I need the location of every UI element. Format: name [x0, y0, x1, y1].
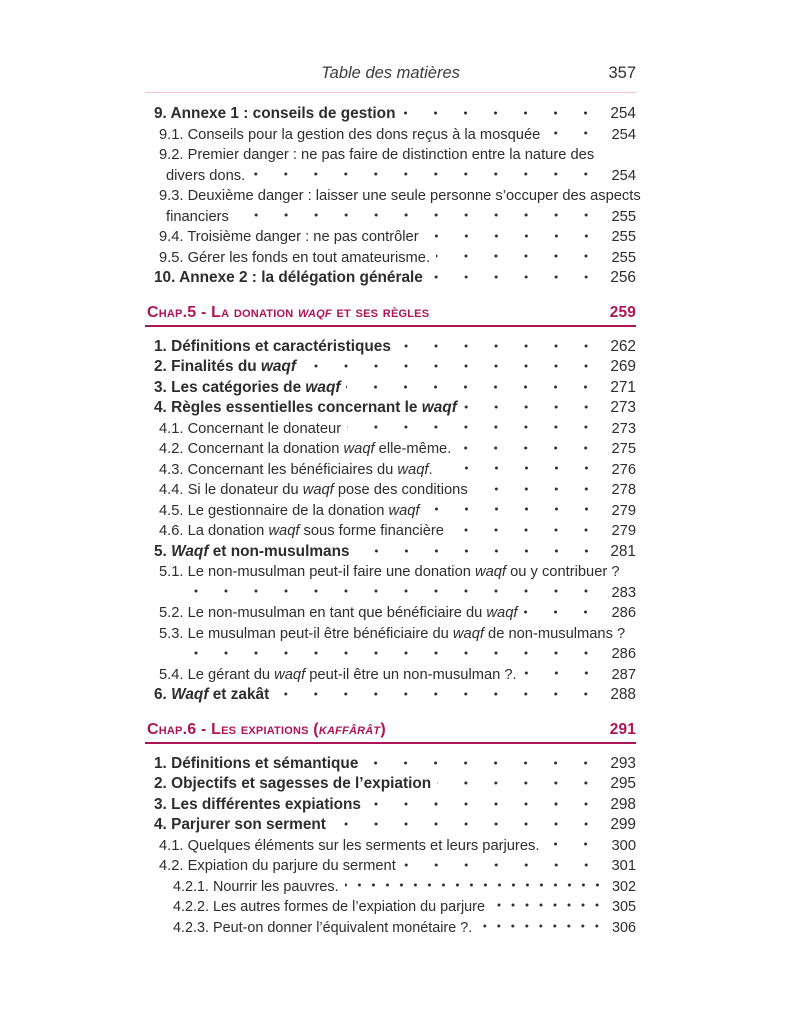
entry-line	[145, 774, 636, 795]
entry-text-segment: Waqf	[171, 542, 209, 560]
entry-line	[145, 480, 636, 501]
entry-text	[159, 562, 620, 583]
toc-list	[145, 104, 641, 938]
entry-text-segment: 4.5. Le gestionnaire de la donation	[159, 502, 389, 519]
toc-entry	[145, 856, 636, 877]
toc-entry	[145, 836, 636, 857]
entry-text-segment: 2. Finalités du	[154, 358, 261, 375]
entry-text	[154, 685, 269, 706]
dot-leader	[275, 685, 603, 700]
dot-leader	[523, 665, 603, 680]
toc-entry	[145, 480, 636, 501]
entry-line	[145, 166, 636, 187]
entry-text-segment: sous forme financière	[299, 523, 444, 539]
dot-leader	[235, 207, 603, 222]
toc-entry	[145, 665, 636, 686]
page-title: Table des matières	[321, 64, 460, 82]
entry-line	[145, 918, 636, 939]
entry-text	[159, 480, 468, 501]
entry-page-number: 293	[610, 754, 636, 772]
entry-page-number: 262	[610, 337, 636, 355]
toc-entry	[145, 603, 636, 624]
entry-page-number: 283	[611, 584, 636, 601]
entry-text-segment: 9.3. Deuxième danger : laisser une seule personne s’occuper des aspects	[159, 188, 641, 204]
toc-entry	[145, 460, 636, 481]
page-content	[145, 64, 641, 938]
entry-page-number: 273	[610, 399, 636, 416]
entry-text-segment: 1. Définitions et caractéristiques	[154, 337, 391, 355]
entry-text	[159, 521, 444, 542]
dot-leader	[401, 104, 603, 119]
header-rule	[145, 92, 636, 93]
entry-text-segment: financiers	[166, 208, 229, 225]
dot-leader	[436, 248, 603, 263]
entry-text-segment: Chap.5 - La donation	[147, 303, 298, 321]
dot-leader	[545, 836, 603, 851]
chapter-title	[147, 721, 610, 739]
entry-text	[159, 186, 641, 207]
chapter-page-number: 291	[609, 720, 636, 738]
entry-line	[145, 337, 636, 358]
toc-entry	[145, 754, 636, 775]
dot-leader	[356, 542, 603, 557]
entry-text	[154, 104, 395, 125]
entry-text	[154, 542, 350, 563]
entry-line	[145, 419, 636, 440]
entry-page-number: 305	[611, 899, 636, 915]
entry-text-segment: .	[428, 461, 433, 478]
entry-page-number: 269	[610, 358, 636, 375]
toc-entry	[145, 897, 636, 918]
entry-text-segment: 5.3. Le musulman peut-il être bénéficiaire du	[159, 625, 453, 642]
entry-text	[173, 918, 472, 939]
entry-line	[145, 897, 636, 918]
entry-text-segment: waqf	[305, 378, 341, 396]
entry-text-segment: Chap.6 - Les expiations (	[147, 720, 319, 738]
toc-entry	[145, 357, 636, 378]
entry-text-segment: divers dons.	[166, 167, 246, 184]
entry-page-number: 281	[610, 542, 636, 560]
entry-text-segment: waqf	[298, 303, 332, 321]
dot-leader	[474, 480, 603, 495]
entry-page-number: 306	[611, 919, 636, 936]
dot-leader	[302, 357, 603, 372]
entry-page-number: 256	[610, 269, 636, 286]
entry-line	[145, 877, 636, 898]
dot-leader	[463, 398, 603, 413]
entry-text-segment: 4.2.1. Nourrir les pauvres.	[173, 878, 339, 895]
entry-page-number: 278	[611, 482, 636, 498]
entry-line	[145, 795, 636, 816]
entry-text	[159, 227, 419, 248]
entry-text	[154, 268, 423, 289]
entry-text-segment: 10. Annexe 2 : la délégation générale	[154, 269, 423, 286]
entry-text-segment: pose des conditions	[333, 482, 468, 498]
entry-text	[154, 795, 361, 816]
dot-leader	[397, 337, 603, 352]
entry-text-segment: 4.6. La donation	[159, 523, 269, 539]
entry-page-number: 300	[611, 837, 636, 854]
entry-text-segment: waqf	[388, 502, 420, 519]
entry-text-segment: et zakât	[208, 686, 270, 703]
entry-page-number: 298	[610, 795, 636, 813]
entry-text-segment: )	[380, 720, 386, 738]
entry-page-number: 254	[611, 126, 636, 143]
entry-text-segment: 4.2.3. Peut-on donner l’équivalent monétaire ?.	[173, 919, 473, 936]
entry-line	[145, 439, 636, 460]
entry-text	[154, 754, 358, 775]
entry-text	[166, 207, 229, 228]
entry-text-segment: 9. Annexe 1 : conseils de gestion	[154, 105, 396, 122]
entry-text-segment: waqf	[274, 666, 306, 683]
entry-text-segment: ou y contribuer ?	[506, 564, 620, 580]
entry-text-segment: waqf	[260, 358, 296, 375]
dot-leader	[364, 754, 603, 769]
entry-text	[159, 856, 396, 877]
entry-text-segment: waqf	[268, 523, 300, 539]
toc-entry	[145, 501, 636, 522]
entry-line	[145, 398, 636, 419]
dot-leader	[523, 603, 603, 618]
entry-text	[159, 419, 341, 440]
entry-text	[154, 398, 457, 419]
entry-line	[145, 357, 636, 378]
entry-page-number: 275	[611, 441, 636, 457]
entry-line	[145, 207, 636, 228]
entry-text	[154, 378, 340, 399]
entry-text-segment: 4. Parjurer son serment	[154, 816, 326, 833]
entry-text-segment: 3. Les catégories de	[154, 378, 306, 396]
toc-entry	[145, 918, 636, 939]
entry-text	[154, 337, 391, 358]
entry-text-segment: waqf	[452, 625, 484, 642]
entry-text	[173, 897, 485, 918]
entry-text-segment: 9.2. Premier danger : ne pas faire de distinction entre la nature des	[159, 147, 595, 163]
entry-text-segment: 4.4. Si le donateur du	[159, 482, 303, 498]
entry-text-segment: elle-même.	[374, 441, 452, 457]
entry-text	[159, 836, 539, 857]
entry-line	[145, 754, 636, 775]
chapter-heading	[145, 304, 636, 327]
entry-text-segment: 5.2. Le non-musulman en tant que bénéficiaire du	[159, 605, 487, 621]
toc-entry	[145, 774, 636, 795]
entry-text-segment: 5.	[154, 542, 172, 560]
toc-entry	[145, 542, 636, 563]
entry-text-segment: 9.4. Troisième danger : ne pas contrôler	[159, 229, 419, 245]
entry-line	[145, 378, 636, 399]
dot-leader	[347, 419, 603, 434]
dot-leader	[429, 268, 603, 283]
toc-entry	[145, 227, 636, 248]
entry-line	[145, 603, 636, 624]
entry-page-number: 276	[611, 461, 636, 478]
entry-text-segment: 9.5. Gérer les fonds en tout amateurisme.	[159, 249, 431, 266]
entry-page-number: 255	[611, 229, 636, 245]
dot-leader	[426, 501, 604, 516]
entry-page-number: 255	[611, 249, 636, 266]
toc-entry	[145, 378, 636, 399]
dot-leader	[425, 227, 603, 242]
entry-page-number: 273	[611, 420, 636, 437]
entry-page-number: 288	[610, 686, 636, 703]
entry-text-segment: de non-musulmans ?	[483, 625, 626, 642]
dot-leader	[439, 460, 603, 475]
dot-leader	[437, 774, 603, 789]
entry-line	[145, 145, 636, 166]
entry-text-segment: 6.	[154, 686, 172, 703]
entry-text	[159, 603, 517, 624]
toc-entry	[145, 795, 636, 816]
entry-text-segment: 4. Règles essentielles concernant le	[154, 399, 422, 416]
dot-leader	[402, 856, 603, 871]
entry-line	[145, 501, 636, 522]
entry-line	[145, 836, 636, 857]
toc-entry	[145, 521, 636, 542]
toc-entry	[145, 186, 641, 227]
toc-entry	[145, 398, 636, 419]
entry-text	[154, 357, 296, 378]
toc-entry	[145, 248, 636, 269]
toc-entry	[145, 624, 636, 665]
entry-text-segment: et non-musulmans	[208, 542, 350, 560]
entry-line	[145, 644, 636, 665]
toc-entry	[145, 337, 636, 358]
entry-page-number: 286	[611, 605, 636, 621]
chapter-page-number: 259	[609, 303, 636, 321]
toc-entry	[145, 562, 636, 603]
entry-text-segment: 4.1. Concernant le donateur	[159, 420, 342, 437]
entry-page-number: 295	[610, 775, 636, 792]
entry-text	[159, 439, 451, 460]
entry-text-segment: 2. Objectifs et sagesses de l’expiation	[154, 775, 432, 792]
entry-text	[159, 460, 433, 481]
entry-page-number: 286	[611, 646, 636, 662]
toc-entry	[145, 439, 636, 460]
entry-line	[145, 624, 636, 645]
entry-text	[159, 248, 430, 269]
entry-text-segment: 1. Définitions et sémantique	[154, 754, 359, 772]
dot-leader	[346, 378, 603, 393]
toc-entry	[145, 877, 636, 898]
entry-page-number: 301	[611, 858, 636, 874]
dot-leader	[172, 644, 603, 659]
entry-text-segment: waqf	[302, 482, 334, 498]
chapter-title	[147, 304, 610, 322]
entry-text-segment: peut-il être un non-musulman ?.	[305, 666, 517, 683]
entry-text-segment: Waqf	[171, 686, 209, 703]
entry-line	[145, 460, 636, 481]
entry-text-segment: 4.2.2. Les autres formes de l’expiation du parjure	[173, 899, 485, 915]
entry-text-segment: 4.2. Concernant la donation	[159, 441, 344, 457]
entry-line	[145, 268, 636, 289]
page-header	[145, 64, 636, 87]
entry-text-segment: 4.2. Expiation du parjure du serment	[159, 858, 396, 874]
entry-text-segment: waqf	[474, 564, 507, 580]
entry-text-segment: 5.4. Le gérant du	[159, 666, 275, 683]
dot-leader	[450, 521, 603, 536]
entry-page-number: 254	[611, 167, 636, 184]
entry-text	[173, 877, 339, 898]
toc-entry	[145, 104, 636, 125]
entry-text-segment: 4.1. Quelques éléments sur les serments et leurs parjures.	[159, 837, 540, 854]
dot-leader	[457, 439, 603, 454]
entry-text-segment: waqf	[397, 461, 429, 478]
dot-leader	[491, 897, 606, 911]
entry-text-segment: 9.1. Conseils pour la gestion des dons reçus à la mosquée	[159, 126, 541, 143]
entry-page-number: 302	[611, 878, 636, 895]
entry-page-number: 254	[610, 105, 636, 122]
entry-text-segment: 3. Les différentes expiations	[154, 795, 361, 813]
entry-text-segment: waqf	[421, 399, 457, 416]
dot-leader	[546, 125, 603, 140]
dot-leader	[172, 583, 603, 598]
dot-leader	[251, 166, 603, 181]
entry-page-number: 271	[610, 378, 636, 396]
chapter-heading	[145, 721, 636, 744]
entry-page-number: 299	[610, 816, 636, 833]
entry-line	[145, 562, 636, 583]
entry-line	[145, 665, 636, 686]
toc-entry	[145, 125, 636, 146]
dot-leader	[478, 918, 606, 932]
header-page-number: 357	[608, 64, 636, 82]
entry-line	[145, 227, 636, 248]
entry-text	[154, 815, 326, 836]
entry-text	[159, 501, 420, 522]
entry-page-number: 279	[611, 523, 636, 539]
toc-entry	[145, 268, 636, 289]
entry-text	[159, 624, 625, 645]
toc-entry	[145, 685, 636, 706]
entry-page-number: 255	[611, 208, 636, 225]
entry-text-segment: kaffârât	[318, 720, 381, 738]
entry-text	[159, 145, 594, 166]
entry-line	[145, 542, 636, 563]
entry-line	[145, 521, 636, 542]
entry-text-segment: 5.1. Le non-musulman peut-il faire une donation	[159, 564, 475, 580]
entry-text	[166, 166, 245, 187]
dot-leader	[332, 815, 603, 830]
toc-entry	[145, 419, 636, 440]
entry-text-segment: waqf	[486, 605, 518, 621]
dot-leader	[367, 795, 603, 810]
toc-entry	[145, 815, 636, 836]
entry-text	[159, 125, 540, 146]
entry-line	[145, 186, 641, 207]
entry-line	[145, 583, 636, 604]
entry-text-segment: et ses règles	[331, 303, 430, 321]
entry-line	[145, 815, 636, 836]
entry-text	[159, 665, 517, 686]
entry-page-number: 287	[611, 666, 636, 683]
entry-line	[145, 125, 636, 146]
dot-leader	[345, 877, 606, 891]
entry-line	[145, 104, 636, 125]
toc-entry	[145, 145, 636, 186]
entry-text-segment: waqf	[343, 441, 375, 457]
entry-text-segment: 4.3. Concernant les bénéficiaires du	[159, 461, 398, 478]
entry-page-number: 279	[611, 502, 636, 519]
entry-line	[145, 248, 636, 269]
entry-line	[145, 685, 636, 706]
entry-text	[154, 774, 431, 795]
entry-line	[145, 856, 636, 877]
